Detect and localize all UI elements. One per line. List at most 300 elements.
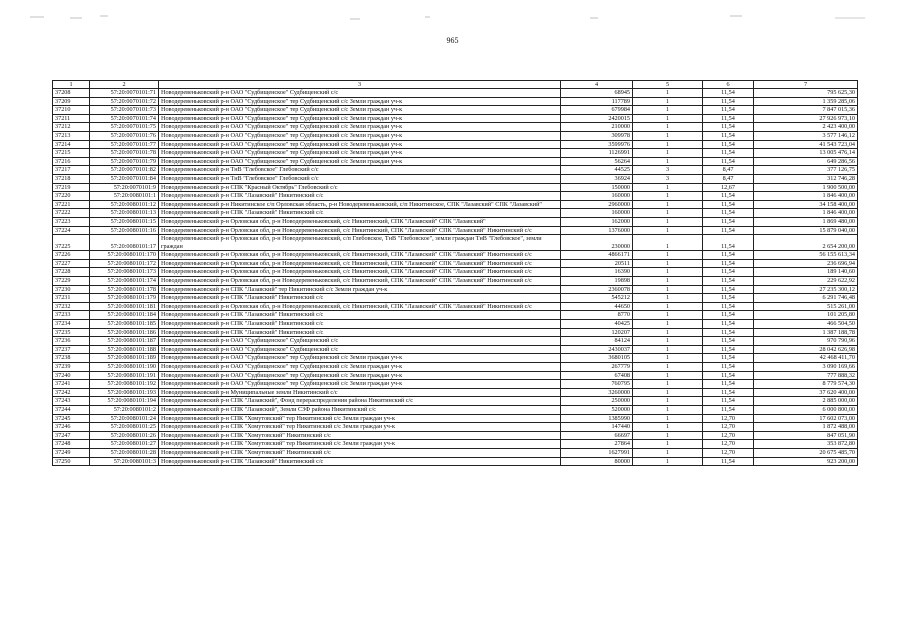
row-number: 37248 — [53, 440, 90, 449]
row-number: 37236 — [53, 337, 90, 346]
cadastral-number: 57:20:0080101:181 — [90, 302, 159, 311]
price-value: 11,54 — [703, 106, 754, 115]
table-row — [53, 174, 858, 183]
cadastral-number: 57:20:0080101:13 — [90, 209, 159, 218]
area-value: 40425 — [561, 320, 633, 329]
land-register-table — [52, 80, 858, 466]
cadastral-number: 57:20:0080101:184 — [90, 311, 159, 320]
category-value: 1 — [633, 311, 703, 320]
table-row — [53, 259, 858, 268]
location-description: Новодеревеньковский р-н ОАО "Судбищенское" тер Судбищенский с/с Земли граждан уч-к — [159, 140, 561, 149]
cadastral-number: 57:20:0070101:9 — [90, 183, 159, 192]
price-value: 11,54 — [703, 328, 754, 337]
table-row — [53, 423, 858, 432]
area-value: 1126991 — [561, 149, 633, 158]
category-value: 1 — [633, 320, 703, 329]
cadastral-number: 57:20:0080101:191 — [90, 371, 159, 380]
table-row — [53, 285, 858, 294]
location-description: Новодеревеньковский р-н ОАО "Судбищенское" Судбищенский с/с — [159, 89, 561, 98]
category-value: 1 — [633, 131, 703, 140]
price-value: 11,54 — [703, 397, 754, 406]
row-number: 37226 — [53, 251, 90, 260]
table-row — [53, 431, 858, 440]
row-number: 37219 — [53, 183, 90, 192]
row-number: 37220 — [53, 192, 90, 201]
price-value: 11,54 — [703, 157, 754, 166]
total-value: 970 790,96 — [754, 337, 858, 346]
column-header: 6 — [703, 81, 754, 89]
location-description: Новодеревеньковский р-н Орловская обл, р-н Новодеревеньковский, с/с Никитинский, СПК "Лазавский" СПК "Лазавский" — [159, 217, 561, 226]
price-value: 11,54 — [703, 251, 754, 260]
area-value: 1376000 — [561, 226, 633, 235]
row-number: 37240 — [53, 371, 90, 380]
table-row — [53, 328, 858, 337]
row-number: 37223 — [53, 217, 90, 226]
location-description: Новодеревеньковский р-н ОАО "Судбищенское" тер Судбищенский с/с Земли граждан уч-к — [159, 363, 561, 372]
total-value: 28 042 626,98 — [754, 345, 858, 354]
cadastral-number: 57:20:0080101:172 — [90, 259, 159, 268]
price-value: 11,54 — [703, 388, 754, 397]
price-value: 11,54 — [703, 200, 754, 209]
table-row — [53, 337, 858, 346]
cadastral-number: 57:20:0080101:17 — [90, 235, 159, 251]
total-value: 377 126,75 — [754, 166, 858, 175]
column-header: 2 — [90, 81, 159, 89]
total-value: 37 620 400,00 — [754, 388, 858, 397]
area-value: 160000 — [561, 192, 633, 201]
category-value: 1 — [633, 294, 703, 303]
total-value: 847 051,90 — [754, 431, 858, 440]
total-value: 236 696,94 — [754, 259, 858, 268]
total-value: 3 577 146,12 — [754, 131, 858, 140]
row-number: 37241 — [53, 380, 90, 389]
area-value: 3260000 — [561, 388, 633, 397]
location-description: Новодеревеньковский р-н СПК "Хомутовский" Никитинский с/с — [159, 448, 561, 457]
total-value: 7 847 015,36 — [754, 106, 858, 115]
area-value: 250000 — [561, 397, 633, 406]
row-number: 37242 — [53, 388, 90, 397]
category-value: 1 — [633, 200, 703, 209]
category-value: 1 — [633, 268, 703, 277]
category-value: 1 — [633, 285, 703, 294]
cadastral-number: 57:20:0080101:192 — [90, 380, 159, 389]
total-value: 1 900 500,00 — [754, 183, 858, 192]
cadastral-number: 57:20:0080101:2 — [90, 405, 159, 414]
category-value: 1 — [633, 277, 703, 286]
category-value: 1 — [633, 337, 703, 346]
total-value: 27 235 300,12 — [754, 285, 858, 294]
total-value: 777 888,32 — [754, 371, 858, 380]
total-value: 1 869 480,00 — [754, 217, 858, 226]
cadastral-number: 57:20:0070101:77 — [90, 140, 159, 149]
area-value: 66697 — [561, 431, 633, 440]
location-description: Новодеревеньковский р-н СПК "Хомутовский" тер Никитинский с/с Земли граждан уч-к — [159, 440, 561, 449]
row-number: 37218 — [53, 174, 90, 183]
table-row — [53, 363, 858, 372]
scan-artifact-strip — [30, 10, 870, 20]
location-description: Новодеревеньковский р-н СПК "Лазавский" тер Никитинский с/с Земли граждан уч-к — [159, 285, 561, 294]
area-value: 1627991 — [561, 448, 633, 457]
row-number: 37227 — [53, 259, 90, 268]
table-row — [53, 140, 858, 149]
table-row — [53, 354, 858, 363]
row-number: 37212 — [53, 123, 90, 132]
table-row — [53, 320, 858, 329]
cadastral-number: 57:20:0070101:74 — [90, 114, 159, 123]
area-value: 267779 — [561, 363, 633, 372]
price-value: 12,70 — [703, 440, 754, 449]
area-value: 3680105 — [561, 354, 633, 363]
area-value: 2420015 — [561, 114, 633, 123]
price-value: 11,54 — [703, 97, 754, 106]
cadastral-number: 57:20:0080101:25 — [90, 423, 159, 432]
row-number: 37234 — [53, 320, 90, 329]
area-value: 545212 — [561, 294, 633, 303]
area-value: 36924 — [561, 174, 633, 183]
total-value: 41 543 723,04 — [754, 140, 858, 149]
cadastral-number: 57:20:0080101:193 — [90, 388, 159, 397]
column-header: 5 — [633, 81, 703, 89]
row-number: 37224 — [53, 226, 90, 235]
total-value: 515 261,00 — [754, 302, 858, 311]
cadastral-number: 57:20:0080101:179 — [90, 294, 159, 303]
area-value: 2960000 — [561, 200, 633, 209]
row-number: 37244 — [53, 405, 90, 414]
category-value: 1 — [633, 354, 703, 363]
table-row — [53, 311, 858, 320]
cadastral-number: 57:20:0080101:15 — [90, 217, 159, 226]
location-description: Новодеревеньковский р-н ОАО "Судбищенское" тер Судбищенский с/с Земли граждан уч-к — [159, 97, 561, 106]
location-description: Новодеревеньковский р-н СПК "Лазавский" Никитинский с/с — [159, 328, 561, 337]
total-value: 6 291 746,48 — [754, 294, 858, 303]
cadastral-number: 57:20:0080101:27 — [90, 440, 159, 449]
price-value: 11,54 — [703, 380, 754, 389]
location-description: Новодеревеньковский р-н Орловская обл, р-н Новодеревеньковский, с/с Никитинский, СПК "Лазавский" СПК "Лазавский" Никитинский с/с — [159, 226, 561, 235]
table-row — [53, 268, 858, 277]
location-description: Новодеревеньковский р-н СПК "Хомутовский" тер Никитинский с/с Земли граждан уч-к — [159, 414, 561, 423]
location-description: Новодеревеньковский р-н ОАО "Судбищенское" тер Судбищенский с/с Земли граждан уч-к — [159, 380, 561, 389]
row-number: 37221 — [53, 200, 90, 209]
table-row — [53, 89, 858, 98]
location-description: Новодеревеньковский р-н СПК "Лазавский", Земли СЗФ района Никитинский с/с — [159, 405, 561, 414]
location-description: Новодеревеньковский р-н СПК "Лазавский" Никитинский с/с — [159, 320, 561, 329]
area-value: 80000 — [561, 457, 633, 466]
table-row — [53, 123, 858, 132]
price-value: 11,54 — [703, 192, 754, 201]
location-description: Новодеревеньковский р-н ОАО "Судбищенское" тер Судбищенский с/с Земли граждан уч-к — [159, 157, 561, 166]
table-row — [53, 414, 858, 423]
area-value: 230000 — [561, 235, 633, 251]
table-row — [53, 397, 858, 406]
category-value: 1 — [633, 414, 703, 423]
cadastral-number: 57:20:0070101:72 — [90, 97, 159, 106]
location-description: Новодеревеньковский р-н СПК "Лазавский" Никитинский с/с — [159, 457, 561, 466]
row-number: 37238 — [53, 354, 90, 363]
area-value: 117789 — [561, 97, 633, 106]
cadastral-number: 57:20:0080101:1 — [90, 192, 159, 201]
column-header: 7 — [754, 81, 858, 89]
cadastral-number: 57:20:0080101:194 — [90, 397, 159, 406]
cadastral-number: 57:20:0070101:79 — [90, 157, 159, 166]
price-value: 11,54 — [703, 294, 754, 303]
table-row — [53, 209, 858, 218]
price-value: 11,54 — [703, 123, 754, 132]
table-row — [53, 166, 858, 175]
row-number: 37233 — [53, 311, 90, 320]
cadastral-number: 57:20:0070101:76 — [90, 131, 159, 140]
cadastral-number: 57:20:0080101:173 — [90, 268, 159, 277]
location-description: Новодеревеньковский р-н ОАО "Судбищенское" тер Судбищенский с/с Земли граждан уч-к — [159, 354, 561, 363]
total-value: 3 090 169,66 — [754, 363, 858, 372]
area-value: 679984 — [561, 106, 633, 115]
location-description: Новодеревеньковский р-н ОАО "Судбищенское" тер Судбищенский с/с Земли граждан уч-к — [159, 123, 561, 132]
location-description: Новодеревеньковский р-н Орловская обл, р-н Новодеревеньковский, с/с Никитинский, СПК "Лазавский" СПК "Лазавский" Никитинский с/с — [159, 302, 561, 311]
location-description: Новодеревеньковский р-н ОАО "Судбищенское" тер Судбищенский с/с Земли граждан уч-к — [159, 371, 561, 380]
category-value: 1 — [633, 431, 703, 440]
price-value: 11,54 — [703, 337, 754, 346]
row-number: 37210 — [53, 106, 90, 115]
location-description: Новодеревеньковский р-н Орловская обл, р-н Новодеревеньковский, с/с Никитинский, СПК "Лазавский" СПК "Лазавский" Никитинский с/с — [159, 268, 561, 277]
cadastral-number: 57:20:0080101:186 — [90, 328, 159, 337]
table-row — [53, 448, 858, 457]
total-value: 1 359 285,06 — [754, 97, 858, 106]
total-value: 56 155 613,34 — [754, 251, 858, 260]
table-row — [53, 405, 858, 414]
location-description: Новодеревеньковский р-н Орловская обл, р-н Новодеревеньковский, с/с Никитинский, СПК "Лазавский" СПК "Лазавский" Никитинский с/с — [159, 277, 561, 286]
row-number: 37235 — [53, 328, 90, 337]
cadastral-number: 57:20:0080101:28 — [90, 448, 159, 457]
table-row — [53, 277, 858, 286]
category-value: 1 — [633, 380, 703, 389]
location-description: Новодеревеньковский р-н Никитинское с/п Орловская область, р-н Новодеревеньковский, с/п Никитинское, СПК "Лазавский" СПК "Лазавский" — [159, 200, 561, 209]
location-description: Новодеревеньковский р-н СПК "Лазавский" Никитинский с/с — [159, 209, 561, 218]
location-description: Новодеревеньковский р-н ОАО "Судбищенское" Судбищенский с/с — [159, 337, 561, 346]
table-row — [53, 114, 858, 123]
header-row — [53, 81, 858, 89]
area-value: 2360078 — [561, 285, 633, 294]
price-value: 11,54 — [703, 209, 754, 218]
row-number: 37249 — [53, 448, 90, 457]
cadastral-number: 57:20:0080101:189 — [90, 354, 159, 363]
location-description: Новодеревеньковский р-н ТнВ "Глебовское" Глебовский с/с — [159, 166, 561, 175]
total-value: 17 602 073,00 — [754, 414, 858, 423]
category-value: 1 — [633, 251, 703, 260]
location-description: Новодеревеньковский р-н Орловская обл, р-н Новодеревеньковский, с/с Никитинский, СПК "Лазавский" СПК "Лазавский" Никитинский с/с — [159, 251, 561, 260]
row-number: 37208 — [53, 89, 90, 98]
row-number: 37214 — [53, 140, 90, 149]
area-value: 44525 — [561, 166, 633, 175]
cadastral-number: 57:20:0080101:190 — [90, 363, 159, 372]
total-value: 2 423 400,00 — [754, 123, 858, 132]
total-value: 189 140,60 — [754, 268, 858, 277]
location-description: Новодеревеньковский р-н ОАО "Судбищенское" тер Судбищенский с/с Земли граждан уч-к — [159, 106, 561, 115]
area-value: 20511 — [561, 259, 633, 268]
category-value: 1 — [633, 345, 703, 354]
cadastral-number: 57:20:0080101:26 — [90, 431, 159, 440]
area-value: 67408 — [561, 371, 633, 380]
area-value: 1385990 — [561, 414, 633, 423]
price-value: 12,70 — [703, 431, 754, 440]
table-row — [53, 157, 858, 166]
area-value: 120207 — [561, 328, 633, 337]
category-value: 1 — [633, 157, 703, 166]
price-value: 8,47 — [703, 174, 754, 183]
total-value: 13 005 476,14 — [754, 149, 858, 158]
row-number: 37247 — [53, 431, 90, 440]
cadastral-number: 57:20:0080101:174 — [90, 277, 159, 286]
total-value: 649 286,56 — [754, 157, 858, 166]
table-row — [53, 226, 858, 235]
cadastral-number: 57:20:0070101:78 — [90, 149, 159, 158]
price-value: 12,70 — [703, 423, 754, 432]
total-value: 8 779 574,30 — [754, 380, 858, 389]
row-number: 37230 — [53, 285, 90, 294]
table-row — [53, 294, 858, 303]
row-number: 37245 — [53, 414, 90, 423]
location-description: Новодеревеньковский р-н ТнВ "Глебовское" Глебовский с/с — [159, 174, 561, 183]
category-value: 1 — [633, 235, 703, 251]
total-value: 353 872,80 — [754, 440, 858, 449]
area-value: 19898 — [561, 277, 633, 286]
location-description: Новодеревеньковский р-н Муниципальные земли Никитинский с/с — [159, 388, 561, 397]
price-value: 12,70 — [703, 414, 754, 423]
total-value: 312 746,28 — [754, 174, 858, 183]
total-value: 1 846 400,00 — [754, 209, 858, 218]
category-value: 1 — [633, 226, 703, 235]
price-value: 11,54 — [703, 457, 754, 466]
location-description: Новодеревеньковский р-н ОАО "Судбищенское" тер Судбищенский с/с Земли граждан уч-к — [159, 131, 561, 140]
category-value: 1 — [633, 97, 703, 106]
location-description: Новодеревеньковский р-н ОАО "Судбищенское" тер Судбищенский с/с Земли граждан уч-к — [159, 114, 561, 123]
category-value: 1 — [633, 209, 703, 218]
row-number: 37250 — [53, 457, 90, 466]
total-value: 1 846 400,00 — [754, 192, 858, 201]
area-value: 162000 — [561, 217, 633, 226]
category-value: 1 — [633, 405, 703, 414]
category-value: 1 — [633, 302, 703, 311]
row-number: 37237 — [53, 345, 90, 354]
total-value: 6 000 800,00 — [754, 405, 858, 414]
table-row — [53, 388, 858, 397]
column-header: 4 — [561, 81, 633, 89]
category-value: 1 — [633, 217, 703, 226]
total-value: 2 885 000,00 — [754, 397, 858, 406]
total-value: 34 158 400,00 — [754, 200, 858, 209]
category-value: 1 — [633, 363, 703, 372]
category-value: 1 — [633, 448, 703, 457]
category-value: 3 — [633, 166, 703, 175]
total-value: 20 675 485,70 — [754, 448, 858, 457]
price-value: 11,54 — [703, 311, 754, 320]
table-row — [53, 217, 858, 226]
category-value: 1 — [633, 440, 703, 449]
area-value: 160000 — [561, 209, 633, 218]
location-description: Новодеревеньковский р-н СПК "Красный Октябрь" Глебовский с/с — [159, 183, 561, 192]
row-number: 37217 — [53, 166, 90, 175]
table-row — [53, 183, 858, 192]
location-description: Новодеревеньковский р-н ОАО "Судбищенское" Судбищенский с/с — [159, 345, 561, 354]
cadastral-number: 57:20:0080101:187 — [90, 337, 159, 346]
table-row — [53, 235, 858, 251]
row-number: 37222 — [53, 209, 90, 218]
row-number: 37229 — [53, 277, 90, 286]
table-row — [53, 200, 858, 209]
table-row — [53, 371, 858, 380]
category-value: 1 — [633, 114, 703, 123]
row-number: 37243 — [53, 397, 90, 406]
area-value: 147440 — [561, 423, 633, 432]
price-value: 11,54 — [703, 268, 754, 277]
price-value: 11,54 — [703, 363, 754, 372]
table-row — [53, 106, 858, 115]
price-value: 11,54 — [703, 277, 754, 286]
cadastral-number: 57:20:0080101:185 — [90, 320, 159, 329]
category-value: 1 — [633, 140, 703, 149]
category-value: 1 — [633, 106, 703, 115]
location-description: Новодеревеньковский р-н СПК "Лазавский" Никитинский с/с — [159, 192, 561, 201]
page-number: 965 — [446, 36, 459, 45]
area-value: 309978 — [561, 131, 633, 140]
area-value: 56264 — [561, 157, 633, 166]
price-value: 11,54 — [703, 235, 754, 251]
category-value: 3 — [633, 174, 703, 183]
location-description: Новодеревеньковский р-н ОАО "Судбищенское" тер Судбищенский с/с Земли граждан уч-к — [159, 149, 561, 158]
total-value: 2 654 200,00 — [754, 235, 858, 251]
cadastral-number: 57:20:0080101:178 — [90, 285, 159, 294]
category-value: 1 — [633, 423, 703, 432]
location-description: Новодеревеньковский р-н СПК "Лазавский" Никитинский с/с — [159, 294, 561, 303]
column-header: 3 — [159, 81, 561, 89]
area-value: 210000 — [561, 123, 633, 132]
area-value: 760795 — [561, 380, 633, 389]
row-number: 37239 — [53, 363, 90, 372]
area-value: 4866171 — [561, 251, 633, 260]
location-description: Новодеревеньковский р-н Орловская обл, р-н Новодеревеньковский, с/п Глебовское, ТнВ "Глебовское", земли граждан ТнВ "Глебовское", земли граждан — [159, 235, 561, 251]
total-value: 466 504,50 — [754, 320, 858, 329]
price-value: 11,54 — [703, 371, 754, 380]
total-value: 1 387 188,78 — [754, 328, 858, 337]
area-value: 150000 — [561, 183, 633, 192]
row-number: 37215 — [53, 149, 90, 158]
row-number: 37216 — [53, 157, 90, 166]
row-number: 37246 — [53, 423, 90, 432]
total-value: 229 622,92 — [754, 277, 858, 286]
cadastral-number: 57:20:0080101:16 — [90, 226, 159, 235]
category-value: 1 — [633, 183, 703, 192]
price-value: 11,54 — [703, 114, 754, 123]
price-value: 11,54 — [703, 354, 754, 363]
category-value: 1 — [633, 123, 703, 132]
category-value: 1 — [633, 259, 703, 268]
price-value: 8,47 — [703, 166, 754, 175]
location-description: Новодеревеньковский р-н СПК "Хомутовский" тер Никитинский с/с Земли граждан уч-к — [159, 423, 561, 432]
price-value: 11,54 — [703, 217, 754, 226]
price-value: 11,54 — [703, 345, 754, 354]
area-value: 16390 — [561, 268, 633, 277]
table-row — [53, 302, 858, 311]
row-number: 37209 — [53, 97, 90, 106]
cadastral-number: 57:20:0070101:71 — [90, 89, 159, 98]
total-value: 15 879 040,00 — [754, 226, 858, 235]
price-value: 11,54 — [703, 259, 754, 268]
table-row — [53, 457, 858, 466]
price-value: 12,67 — [703, 183, 754, 192]
price-value: 11,54 — [703, 89, 754, 98]
category-value: 1 — [633, 457, 703, 466]
table-row — [53, 97, 858, 106]
area-value: 68945 — [561, 89, 633, 98]
category-value: 1 — [633, 192, 703, 201]
